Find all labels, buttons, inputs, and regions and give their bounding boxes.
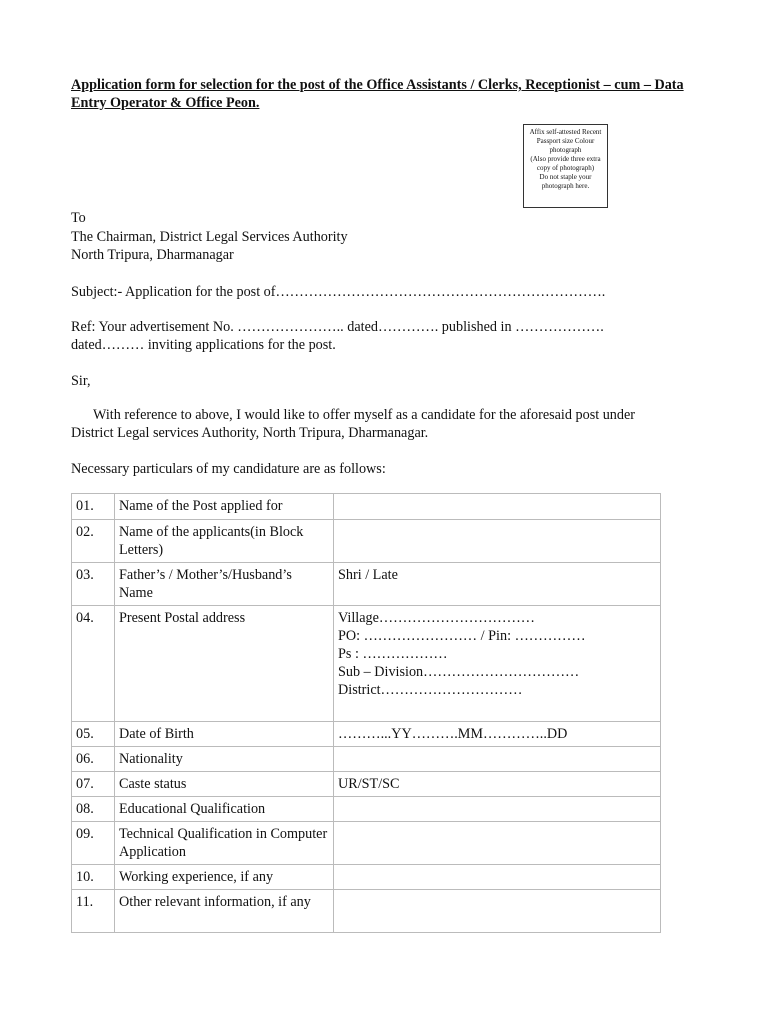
row-label: Present Postal address: [115, 606, 334, 722]
reference-line-2: dated……… inviting applications for the post.: [71, 337, 336, 353]
row-value-field[interactable]: [334, 797, 661, 822]
row-label: Father’s / Mother’s/Husband’s Name: [115, 563, 334, 606]
row-number: 03.: [72, 563, 115, 606]
photo-instruction-line: photograph: [549, 146, 582, 154]
address-to: To: [71, 210, 86, 226]
table-row: [72, 494, 661, 520]
table-row: [72, 890, 661, 933]
row-number: 07.: [72, 772, 115, 797]
row-label: Working experience, if any: [115, 865, 334, 890]
form-title: Application form for selection for the post of the Office Assistants / Clerks, Receptionist – cum – Data Entry Operator & Office Peon.: [71, 77, 684, 111]
row-value-field[interactable]: Shri / Late: [334, 563, 661, 606]
table-row: [72, 563, 661, 606]
row-number: 02.: [72, 520, 115, 563]
particulars-table: [71, 493, 661, 933]
row-label: Technical Qualification in Computer Application: [115, 822, 334, 865]
address-line-2: North Tripura, Dharmanagar: [71, 247, 234, 263]
address-village: Village……………………………: [338, 610, 535, 626]
particulars-intro: Necessary particulars of my candidature are as follows:: [71, 461, 386, 477]
row-value-field[interactable]: [334, 520, 661, 563]
address-line-1: The Chairman, District Legal Services Authority: [71, 229, 348, 245]
table-row: [72, 797, 661, 822]
postal-address-field[interactable]: [334, 606, 661, 722]
table-row: [72, 722, 661, 747]
row-value-field[interactable]: [334, 865, 661, 890]
row-label: Caste status: [115, 772, 334, 797]
row-number: 11.: [72, 890, 115, 933]
row-number: 06.: [72, 747, 115, 772]
address-ps: Ps : ………………: [338, 646, 448, 662]
address-district: District…………………………: [338, 682, 523, 698]
row-number: 01.: [72, 494, 115, 520]
photo-instruction-line: (Also provide three extra: [530, 155, 601, 163]
row-number: 08.: [72, 797, 115, 822]
row-value-field[interactable]: [334, 822, 661, 865]
photo-instruction-line: Passport size Colour: [536, 137, 595, 145]
body-line-1: With reference to above, I would like to offer myself as a candidate for the aforesaid post under: [93, 407, 636, 423]
row-label: Name of the applicants(in Block Letters): [115, 520, 334, 563]
row-label: Nationality: [115, 747, 334, 772]
row-number: 10.: [72, 865, 115, 890]
row-label: Date of Birth: [115, 722, 334, 747]
photo-instruction-line: Affix self-attested Recent: [529, 128, 602, 136]
row-value-field[interactable]: [334, 494, 661, 520]
row-label: Name of the Post applied for: [115, 494, 334, 520]
row-number: 04.: [72, 606, 115, 722]
row-value-field[interactable]: [334, 747, 661, 772]
row-value-field[interactable]: UR/ST/SC: [334, 772, 661, 797]
table-row: [72, 865, 661, 890]
row-value-field[interactable]: ………...YY……….MM…………..DD: [334, 722, 661, 747]
body-line-2: District Legal services Authority, North Tripura, Dharmanagar.: [71, 425, 429, 441]
photo-instruction-line: photograph here.: [541, 182, 590, 190]
reference-line-1: Ref: Your advertisement No. ………………….. dated…………. published in ……………….: [71, 319, 604, 335]
table-row: [72, 747, 661, 772]
table-row: [72, 606, 661, 722]
photo-instruction-line: copy of photograph): [536, 164, 595, 172]
table-row: [72, 520, 661, 563]
row-number: 05.: [72, 722, 115, 747]
photo-placeholder-box: [523, 124, 608, 208]
photo-instruction-line: Do not staple your: [539, 173, 592, 181]
table-row: [72, 822, 661, 865]
table-row: [72, 772, 661, 797]
row-label: Educational Qualification: [115, 797, 334, 822]
salutation: Sir,: [71, 373, 91, 389]
subject-line: Subject:- Application for the post of…………………………………………………………….: [71, 284, 606, 300]
row-label: Other relevant information, if any: [115, 890, 334, 933]
address-subdivision: Sub – Division……………………………: [338, 664, 580, 680]
address-po-pin: PO: …………………… / Pin: ……………: [338, 628, 586, 644]
row-value-field[interactable]: [334, 890, 661, 933]
row-number: 09.: [72, 822, 115, 865]
